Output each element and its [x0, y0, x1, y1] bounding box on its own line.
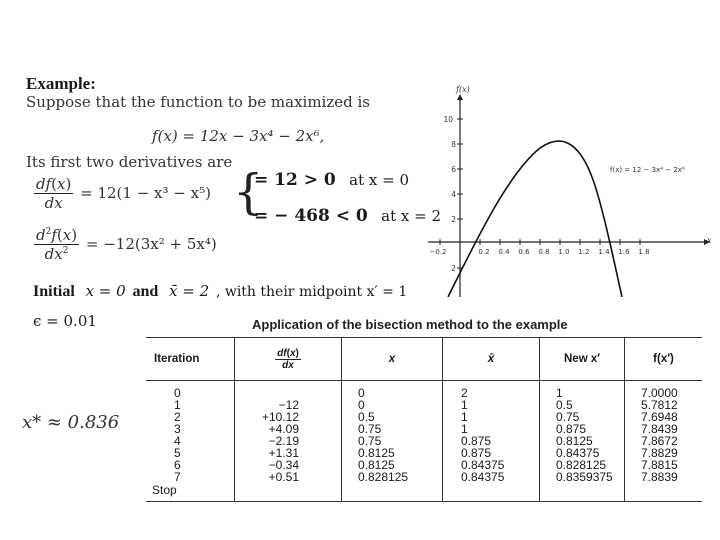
table-cell: 0 [358, 398, 365, 412]
x-tick-label: 0.2 [478, 248, 490, 256]
table-cell: 7.8829 [641, 446, 678, 460]
d2f-dx2-fraction: $\frac{d^2f(x)}{dx^2}$ [36, 226, 78, 263]
curve-label: f(x) = 12 − 3x⁴ − 2x⁶ [610, 166, 685, 174]
table-cell: 6 [174, 458, 181, 472]
result-value: x* ≈ 0.836 [22, 412, 120, 433]
brace-line-1: = 12 > 0 at x = 0 [254, 170, 409, 190]
table-cell: 7.6948 [641, 410, 678, 424]
table-cell: 7 [174, 470, 181, 484]
dfdx-column [235, 381, 342, 502]
y-tick-label: 8 [451, 140, 456, 149]
initial-line: Initial x = 0 and x̄ = 2 , with their midpoint x′ = 1 [33, 282, 408, 300]
y-tick-label: 10 [443, 115, 453, 124]
table-cell: 7.0000 [641, 386, 678, 400]
y-axis-label: f(x) [456, 85, 470, 94]
table-cell: 5.7812 [641, 398, 678, 412]
iteration-column [146, 381, 235, 502]
table-cell: 3 [174, 422, 181, 436]
header-iteration: Iteration [146, 338, 235, 381]
table-cell: 1 [461, 410, 468, 424]
second-derivative-rhs: = −12(3x² + 5x⁴) [85, 234, 217, 253]
x-tick-label: 0.6 [518, 248, 530, 256]
table-cell: 0.828125 [358, 470, 409, 484]
header-fx: f(x′) [625, 338, 703, 381]
df-dx-fraction: $\frac{df(x)}{dx}$ [36, 175, 72, 212]
y-axis-arrow [457, 94, 463, 100]
table-cell: −2.19 [268, 434, 299, 448]
table-cell: 0.84375 [461, 470, 505, 484]
function-curve [448, 141, 622, 297]
table-cell: 1 [556, 386, 563, 400]
table-cell: 1 [461, 398, 468, 412]
table-cell: 0.75 [358, 434, 382, 448]
x-upper-column [443, 381, 540, 502]
brace-line-2: = − 468 < 0 at x = 2 [254, 206, 441, 226]
derivatives-intro: Its first two derivatives are [26, 153, 233, 171]
table-cell: 4 [174, 434, 181, 448]
x-lower-column [342, 381, 443, 502]
x-tick-label: 1.6 [618, 248, 630, 256]
table-cell: 0.84375 [461, 458, 505, 472]
bisection-table [146, 337, 702, 502]
table-cell: 1 [174, 398, 181, 412]
brace-symbol: { [233, 164, 264, 220]
function-equation: f(x) = 12x − 3x⁴ − 2x⁶, [152, 127, 325, 145]
table-cell: −0.34 [268, 458, 299, 472]
y-tick-label: 2 [451, 264, 456, 273]
header-dfdx: $\frac{df(x)}{dx}$ [235, 338, 342, 381]
first-derivative [34, 175, 211, 212]
table-cell: 0.8125 [358, 446, 395, 460]
table-cell: +4.09 [268, 422, 299, 436]
epsilon-line: ϵ = 0.01 [33, 312, 97, 330]
table-cell: 0.875 [556, 422, 587, 436]
table-cell: 0.5 [556, 398, 573, 412]
first-derivative-rhs: = 12(1 − x³ − x⁵) [80, 183, 211, 202]
table-cell: +0.51 [268, 470, 299, 484]
table-cell: 0.5 [358, 410, 375, 424]
table-cell: 0.828125 [556, 458, 607, 472]
x-axis-label: x [707, 236, 712, 245]
header-x: x [342, 338, 443, 381]
x-tick-label: 0.4 [498, 248, 510, 256]
x-tick-label: 1.2 [578, 248, 590, 256]
table-cell: 1 [461, 422, 468, 436]
function-plot [420, 82, 720, 297]
table-cell: 7.8839 [641, 470, 678, 484]
table-caption: Application of the bisection method to the example [252, 317, 568, 332]
f-new-column [625, 381, 703, 502]
header-x-upper: x̄ [443, 338, 540, 381]
table-cell: 7.8815 [641, 458, 678, 472]
table-cell: 0.75 [556, 410, 580, 424]
table-cell: +1.31 [268, 446, 299, 460]
y-tick-label: 4 [451, 190, 456, 199]
table-cell: 2 [174, 410, 181, 424]
x-tick-label: −0.2 [429, 248, 447, 256]
y-tick-label: 6 [451, 165, 456, 174]
x-tick-label: 1.0 [558, 248, 570, 256]
header-new-x: New x′ [540, 338, 625, 381]
table-body-row [146, 381, 702, 502]
table-cell: 0.75 [358, 422, 382, 436]
x-tick-label: 1.8 [638, 248, 650, 256]
x-tick-label: 1.4 [598, 248, 610, 256]
stop-label: Stop [152, 483, 177, 497]
table-cell: 7.8439 [641, 422, 678, 436]
table-cell: 0.875 [461, 446, 492, 460]
table-cell: 0.8125 [358, 458, 395, 472]
table-cell: 0 [358, 386, 365, 400]
second-derivative [34, 226, 217, 263]
table-cell: 0 [174, 386, 181, 400]
x-tick-label: 0.8 [538, 248, 550, 256]
table-cell: 0.875 [461, 434, 492, 448]
table-cell: +10.12 [261, 410, 299, 424]
table-cell: 0.8125 [556, 434, 593, 448]
table-cell: 5 [174, 446, 181, 460]
new-x-column [540, 381, 625, 502]
slide-title: Example: [26, 74, 96, 93]
table-cell: −12 [278, 398, 299, 412]
table-cell: 2 [461, 386, 468, 400]
table-cell: 0.8359375 [556, 470, 613, 484]
y-tick-label: 2 [451, 215, 456, 224]
table-cell: 7.8672 [641, 434, 678, 448]
intro-text: Suppose that the function to be maximized is [26, 93, 370, 111]
table-cell: 0.84375 [556, 446, 600, 460]
